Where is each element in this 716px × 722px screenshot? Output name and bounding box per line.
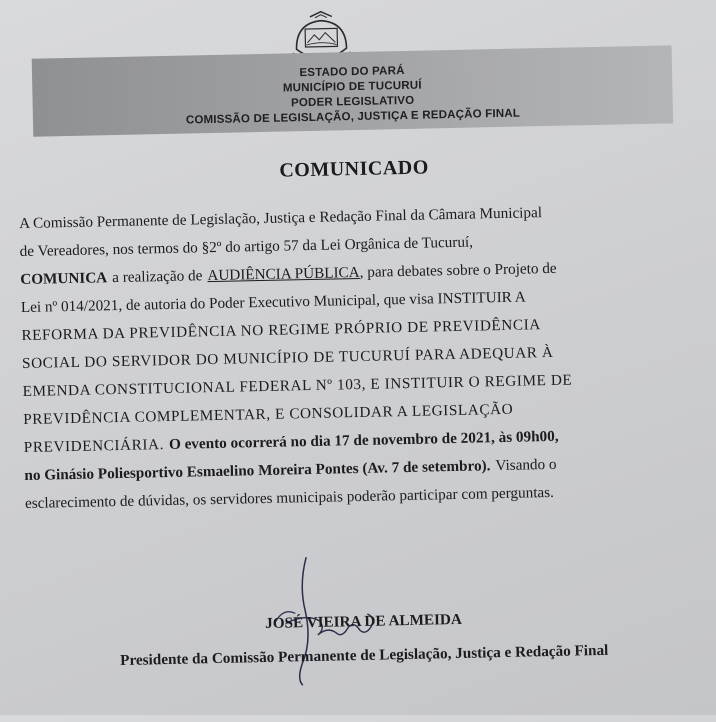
signer-name: JOSÉ VIEIRA DE ALMEIDA	[264, 610, 463, 633]
body-line-10	[24, 453, 674, 485]
body-line-5: REFORMA DA PREVIDÊNCIA NO REGIME PRÓPRIO DE PREVIDÊNCIA	[21, 316, 542, 345]
header-state: ESTADO DO PARÁ	[299, 64, 405, 80]
event-location: no Ginásio Poliesportivo Esmaelino Moreira Pontes (Av. 7 de setembro).	[24, 457, 491, 485]
body-line-3-tail: , para debates sobre o Projeto de	[359, 259, 557, 281]
header-power: PODER LEGISLATIVO	[290, 94, 415, 110]
body-line-11: esclarecimento de dúvidas, os servidores municipais poderão participar com perguntas.	[24, 483, 555, 513]
body-line-2: de Vereadores, nos termos do §2º do artigo 57 da Lei Orgânica de Tucuruí,	[19, 233, 474, 261]
body-line-8: PREVIDÊNCIA COMPLEMENTAR, E CONSOLIDAR A LEGISLAÇÃO	[23, 400, 514, 429]
body-line-9-start: PREVIDENCIÁRIA.	[23, 436, 165, 457]
comunica-word: COMUNICA	[20, 269, 108, 289]
body-line-1: A Comissão Permanente de Legislação, Justiça e Redação Final da Câmara Municipal	[18, 204, 543, 233]
signer-role: Presidente da Comissão Permanente de Legislação, Justiça e Redação Final	[120, 641, 609, 670]
header-municipality: MUNICÍPIO DE TUCURUÍ	[282, 79, 422, 95]
document-title: COMUNICADO	[279, 156, 429, 182]
body-line-7: EMENDA CONSTITUCIONAL FEDERAL Nº 103, E INSTITUIR O REGIME DE	[22, 371, 573, 401]
body-line-10-tail: Visando o	[495, 455, 557, 475]
header-commission: COMISSÃO DE LEGISLAÇÃO, JUSTIÇA E REDAÇÃO FINAL	[185, 107, 521, 127]
event-date: O evento ocorrerá no dia 17 de novembro de 2021, às 09h00,	[168, 427, 559, 453]
body-line-9	[24, 425, 674, 457]
body-line-6: SOCIAL DO SERVIDOR DO MUNICÍPIO DE TUCURUÍ PARA ADEQUAR À	[21, 343, 554, 373]
header-banner	[32, 45, 673, 136]
audiencia-publica: AUDIÊNCIA PÚBLICA	[207, 263, 360, 285]
body-line-3-text: a realização de	[112, 267, 203, 287]
body-line-3	[20, 257, 670, 289]
body-line-4: Lei nº 014/2021, de autoria do Poder Executivo Municipal, que visa INSTITUIR A	[20, 288, 526, 317]
